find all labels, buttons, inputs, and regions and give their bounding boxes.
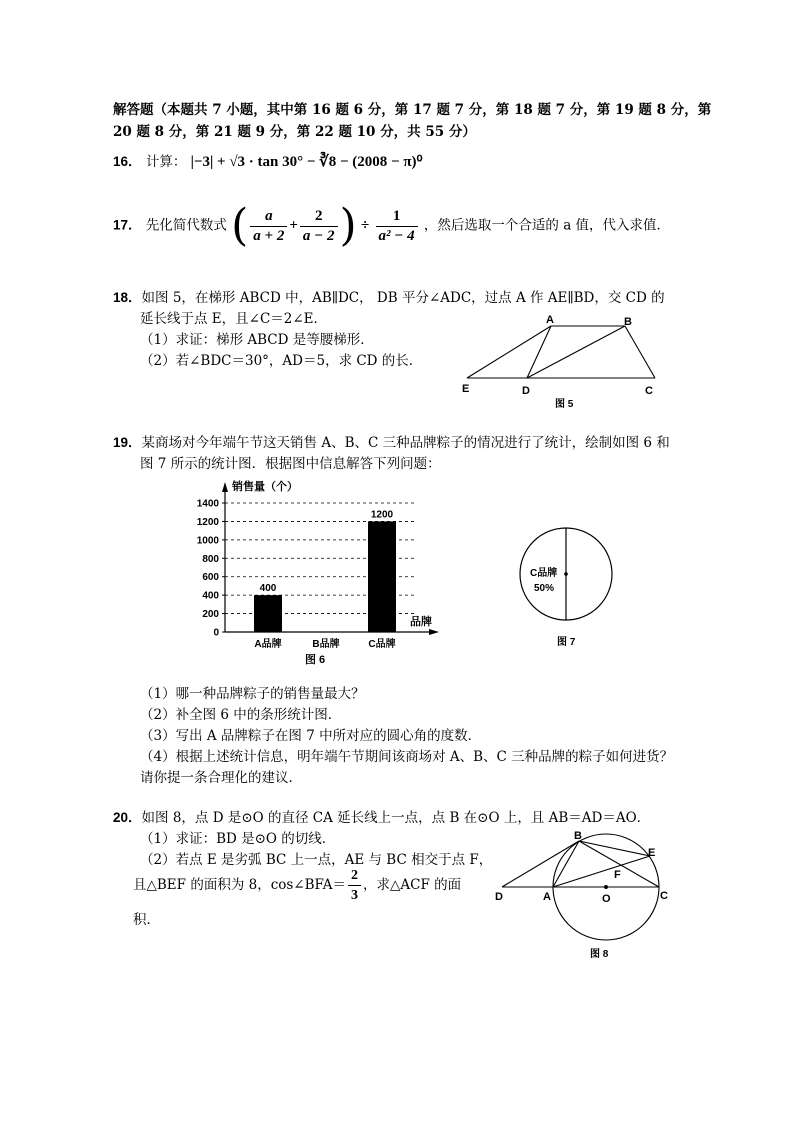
bar-3 xyxy=(368,521,396,632)
question-17: 17． 先化简代数式 ( $\frac{a}{a + 2}$ + $\frac{2}{a - 2}$ ) ÷ $\frac{1}{\text{a² − 4}}$ ，然后选取一个合适的 a 值，代入求值． xyxy=(113,200,671,251)
question-16 xyxy=(113,150,423,171)
q17-term1-denominator: a + 2 xyxy=(253,227,285,244)
category-label-2: B品牌 xyxy=(312,639,340,650)
section-header-line1: 解答题（本题共 7 小题，其中第 16 题 6 分，第 17 题 7 分，第 18 题 7 分，第 19 题 8 分，第 xyxy=(113,102,712,118)
line-DB xyxy=(502,841,579,887)
q20-number: 20． xyxy=(113,810,142,825)
q20-line4: 且△BEF 的面积为 8，cos∠BFA＝ $\frac{2}{3}$ ，求△ACF 的面 xyxy=(133,868,462,903)
y-axis-arrow xyxy=(222,482,228,492)
ytick-label-1400: 1400 xyxy=(196,498,219,510)
pie-slice-label: C品牌 xyxy=(530,568,558,579)
pie-slice-percent: 50% xyxy=(534,583,555,594)
q18-line2: 延长线于点 E，且∠C＝2∠E． xyxy=(140,311,328,327)
label-B: B xyxy=(574,830,582,842)
q19-sub4: （4）根据上述统计信息，明年端午节期间该商场对 A、B、C 三种品牌的粽子如何进货？ xyxy=(140,749,674,765)
category-label-1: A品牌 xyxy=(254,639,282,650)
q17-term1-numerator: a xyxy=(250,207,287,227)
question-20-line1: 20．如图 8，点 D 是⊙O 的直径 CA 延长线上一点，点 B 在⊙O 上，且 AB＝AD＝AO． xyxy=(113,810,651,826)
q18-number: 18． xyxy=(113,290,142,305)
ytick-label-800: 800 xyxy=(202,553,219,565)
label-O: O xyxy=(602,893,611,905)
q18-part1: （1）求证：梯形 ABCD 是等腰梯形． xyxy=(140,332,374,348)
figure-7-caption: 图 7 xyxy=(557,637,576,648)
q17-prefix: 先化简代数式 xyxy=(145,217,227,234)
figure-5-caption: 图 5 xyxy=(555,399,574,410)
label-D: D xyxy=(495,891,503,903)
label-B: B xyxy=(624,316,632,328)
q20-fraction-numerator: 2 xyxy=(348,866,361,886)
bar-1 xyxy=(254,595,282,632)
category-label-3: C品牌 xyxy=(368,639,396,650)
ytick-label-600: 600 xyxy=(202,572,219,584)
label-A: A xyxy=(546,314,554,326)
figure-8-circle xyxy=(490,828,680,966)
figure-7-pie-chart xyxy=(510,525,625,655)
chart-title: 图 6 xyxy=(305,654,326,666)
ytick-label-0: 0 xyxy=(213,627,219,639)
q16-prefix: 计算： xyxy=(145,154,187,170)
ytick-label-200: 200 xyxy=(202,609,219,621)
q17-divide: ÷ xyxy=(360,217,370,234)
question-18-line1: 18．如图 5，在梯形 ABCD 中，AB∥DC， DB 平分∠ADC，过点 A 作 AE∥BD，交 CD 的 xyxy=(113,290,665,306)
q17-number: 17． xyxy=(113,217,142,233)
q19-sub5: 请你提一条合理化的建议． xyxy=(140,770,302,786)
q20-part1: （1）求证：BD 是⊙O 的切线． xyxy=(140,831,336,847)
q20-fraction-denominator: 3 xyxy=(351,888,358,903)
label-A: A xyxy=(543,891,551,903)
q16-expression: |−3| + √3 · tan 30° − ∛8 − (2008 − π)⁰ xyxy=(190,154,423,170)
q19-sub2: （2）补全图 6 中的条形统计图． xyxy=(140,707,342,723)
line-BC xyxy=(625,326,655,378)
question-19-line1: 19．某商场对今年端午节这天销售 A、B、C 三种品牌粽子的情况进行了统计，绘制如图 6 和 xyxy=(113,435,670,451)
q19-sub3: （3）写出 A 品牌粽子在图 7 中所对应的圆心角的度数． xyxy=(140,728,482,744)
value-label-3: 1200 xyxy=(370,509,394,521)
section-header-line2: 20 题 8 分，第 21 题 9 分，第 22 题 10 分，共 55 分） xyxy=(113,124,476,140)
q19-line2: 图 7 所示的统计图．根据图中信息解答下列问题： xyxy=(140,456,441,472)
line-BE xyxy=(579,841,650,856)
q17-suffix: ，然后选取一个合适的 a 值，代入求值． xyxy=(423,217,671,234)
figure-8-caption: 图 8 xyxy=(590,949,609,960)
q17-term3-denominator: a² − 4 xyxy=(378,227,415,244)
label-F: F xyxy=(614,869,621,881)
chart-ylabel: 销售量（个） xyxy=(232,481,298,493)
label-D: D xyxy=(522,385,530,397)
q18-part2: （2）若∠BDC＝30°，AD＝5，求 CD 的长． xyxy=(140,353,423,369)
q20-part2: （2）若点 E 是劣弧 BC 上一点，AE 与 BC 相交于点 F， xyxy=(140,852,493,868)
label-C: C xyxy=(660,890,668,902)
ytick-label-1000: 1000 xyxy=(196,535,219,547)
center-O xyxy=(604,885,608,889)
ytick-label-1200: 1200 xyxy=(196,516,219,528)
label-E: E xyxy=(462,383,470,395)
q19-sub1: （1）哪一种品牌粽子的销售量最大？ xyxy=(140,686,365,702)
q17-plus: + xyxy=(289,217,298,234)
chart-xlabel: 品牌 xyxy=(410,616,432,628)
value-label-1: 400 xyxy=(259,583,277,595)
figure-5-trapezoid xyxy=(455,310,675,415)
q19-number: 19． xyxy=(113,435,142,450)
line-BD xyxy=(527,326,625,378)
q17-term2-denominator: a − 2 xyxy=(302,227,335,244)
q17-term3-numerator: 1 xyxy=(376,207,418,227)
label-E: E xyxy=(648,847,656,859)
x-axis-arrow xyxy=(429,629,439,635)
figure-6-bar-chart xyxy=(190,478,450,670)
q17-term2-numerator: 2 xyxy=(300,207,338,227)
q16-number: 16． xyxy=(113,154,142,169)
ytick-label-400: 400 xyxy=(202,590,219,602)
q20-line5: 积． xyxy=(133,912,160,928)
label-C: C xyxy=(645,385,653,397)
pie-center xyxy=(564,572,568,576)
